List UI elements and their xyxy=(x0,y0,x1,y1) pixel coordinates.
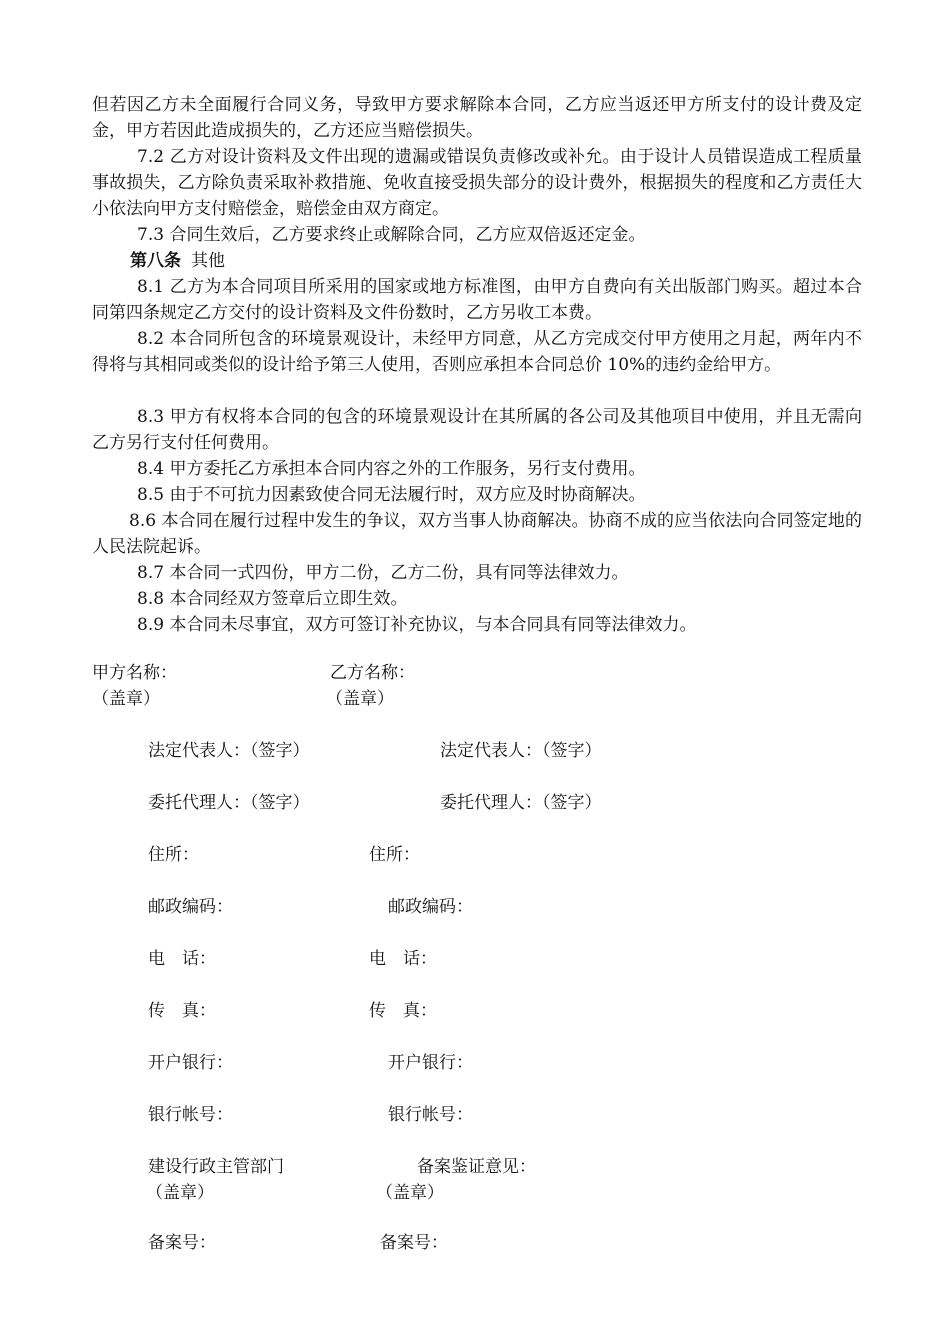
phone-a-label: 电 话： xyxy=(148,949,216,969)
agent-a-label: 委托代理人：（签字） xyxy=(148,793,310,813)
address-a-label: 住所： xyxy=(148,845,199,865)
account-b-label: 银行帐号： xyxy=(388,1105,473,1125)
postcode-b-label: 邮政编码： xyxy=(388,897,473,917)
filing-no-a-label: 备案号： xyxy=(148,1233,216,1253)
legal-rep-a-label: 法定代表人：（签字） xyxy=(148,741,310,761)
agent-b-label: 委托代理人：（签字） xyxy=(440,793,602,813)
party-a-seal-label: （盖章） xyxy=(92,689,160,709)
legal-rep-b-label: 法定代表人：（签字） xyxy=(440,741,602,761)
filing-opinion-label: 备案鉴证意见： xyxy=(417,1157,536,1177)
paragraph-8-7: 8.7 本合同一式四份，甲方二份，乙方二份，具有同等法律效力。 xyxy=(137,563,629,583)
fax-a-label: 传 真： xyxy=(148,1001,216,1021)
paragraph-7-2: 7.2 乙方对设计资料及文件出现的遗漏或错误负责修改或补允。由于设计人员错误造成工程质量事故损失，乙方除负责采取补救措施、免收直接受损失部分的设计费外，根据损失的程度和乙方责任大小依法向甲方支付赔偿金，赔偿金由双方商定。 xyxy=(92,147,862,219)
paragraph-8-6: 8.6 本合同在履行过程中发生的争议，双方当事人协商解决。协商不成的应当依法向合同签定地的人民法院起诉。 xyxy=(92,511,862,557)
paragraph-8-8: 8.8 本合同经双方签章后立即生效。 xyxy=(137,589,408,609)
bank-b-label: 开户银行： xyxy=(388,1053,473,1073)
dept-seal-label: （盖章） xyxy=(146,1183,214,1203)
paragraph-8-2: 8.2 本合同所包含的环境景观设计，未经甲方同意，从乙方完成交付甲方使用之月起，两年内不得将与其相同或类似的设计给予第三人使用，否则应承担本合同总价 10%的违约金给甲方。 xyxy=(92,329,862,375)
paragraph-8-4: 8.4 甲方委托乙方承担本合同内容之外的工作服务，另行支付费用。 xyxy=(137,459,646,479)
party-b-seal-label: （盖章） xyxy=(326,689,394,709)
section-8-title: 其他 xyxy=(191,251,225,271)
paragraph-8-3: 8.3 甲方有权将本合同的包含的环境景观设计在其所属的各公司及其他项目中使用，并且无需向乙方另行支付任何费用。 xyxy=(92,407,862,453)
filing-no-b-label: 备案号： xyxy=(380,1233,448,1253)
section-8-heading xyxy=(130,248,225,274)
address-b-label: 住所： xyxy=(369,845,420,865)
paragraph-8-9: 8.9 本合同未尽事宜，双方可签订补充协议，与本合同具有同等法律效力。 xyxy=(137,615,697,635)
paragraph-7-3: 7.3 合同生效后，乙方要求终止或解除合同，乙方应双倍返还定金。 xyxy=(137,225,646,245)
fax-b-label: 传 真： xyxy=(369,1001,437,1021)
paragraph-8-5: 8.5 由于不可抗力因素致使合同无法履行时，双方应及时协商解决。 xyxy=(137,485,646,505)
dept-label: 建设行政主管部门 xyxy=(148,1157,284,1177)
paragraph-top: 但若因乙方未全面履行合同义务，导致甲方要求解除本合同，乙方应当返还甲方所支付的设计费及定金，甲方若因此造成损失的，乙方还应当赔偿损失。 xyxy=(92,95,862,141)
section-8-label: 第八条 xyxy=(130,251,181,271)
postcode-a-label: 邮政编码： xyxy=(148,897,233,917)
account-a-label: 银行帐号： xyxy=(148,1105,233,1125)
phone-b-label: 电 话： xyxy=(369,949,437,969)
filing-seal-label: （盖章） xyxy=(376,1183,444,1203)
party-a-name-label: 甲方名称： xyxy=(92,663,177,683)
paragraph-8-1: 8.1 乙方为本合同项目所采用的国家或地方标准图，由甲方自费向有关出版部门购买。超过本合同第四条规定乙方交付的设计资料及文件份数时，乙方另收工本费。 xyxy=(92,277,862,323)
party-b-name-label: 乙方名称： xyxy=(330,663,415,683)
bank-a-label: 开户银行： xyxy=(148,1053,233,1073)
